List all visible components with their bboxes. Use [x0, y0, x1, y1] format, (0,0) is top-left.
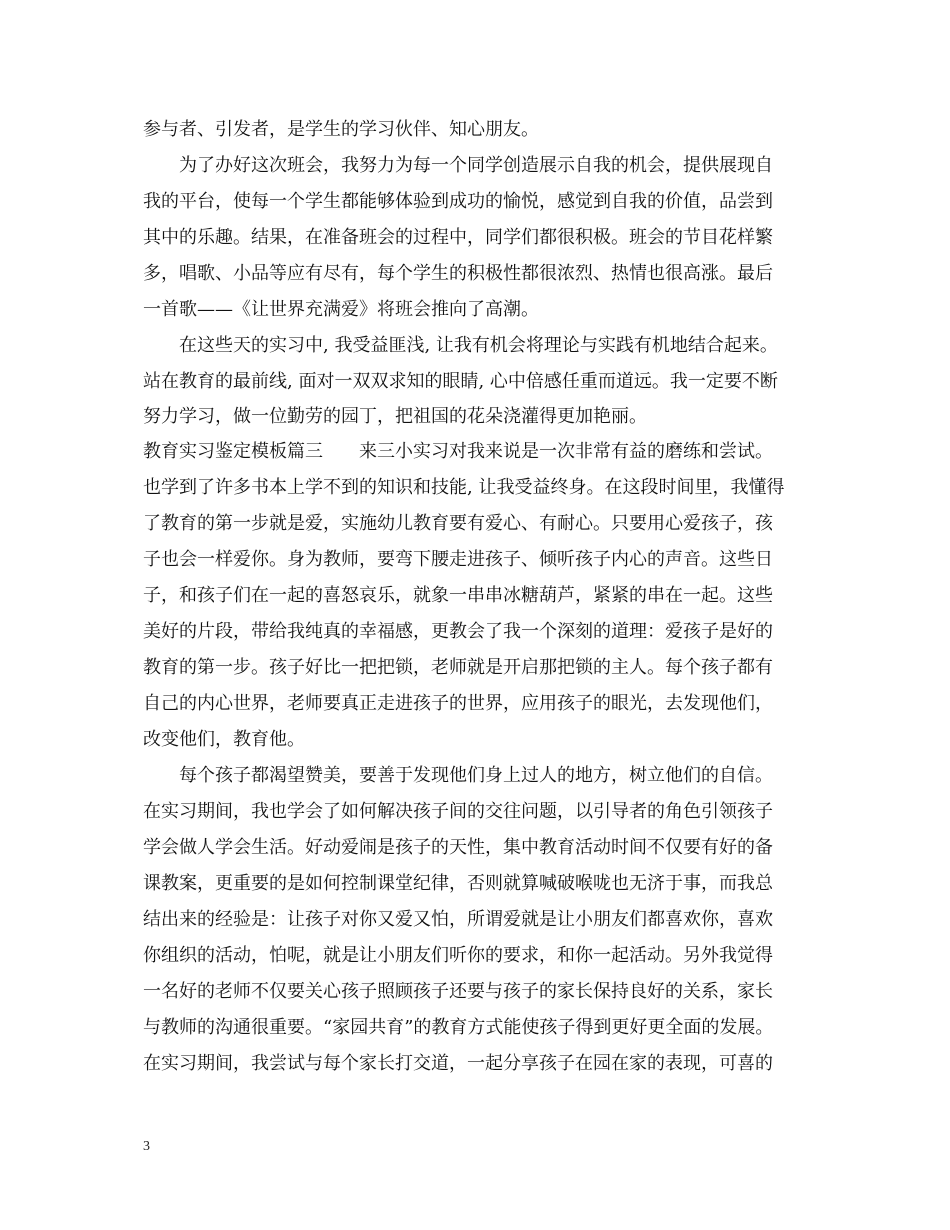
text-line: 多，唱歌、小品等应有尽有，每个学生的积极性都很浓烈、热情也很高涨。最后 — [143, 263, 773, 284]
text-line: 一名好的老师不仅要关心孩子照顾孩子还要与孩子的家长保持良好的关系，家长 — [143, 981, 773, 1002]
text-line: 课教案，更重要的是如何控制课堂纪律，否则就算喊破喉咙也无济于事，而我总 — [143, 873, 773, 894]
page-number: 3 — [143, 1139, 150, 1154]
text-line: 也学到了许多书本上学不到的知识和技能, 让我受益终身。在这段时间里，我懂得 — [143, 477, 785, 498]
text-line: 改变他们，教育他。 — [143, 729, 305, 750]
text-line: 努力学习，做一位勤劳的园丁，把祖国的花朵浇灌得更加艳丽。 — [143, 406, 647, 427]
text-line: 为了办好这次班会，我努力为每一个同学创造展示自我的机会，提供展现自 — [143, 155, 773, 176]
text-line: 其中的乐趣。结果，在准备班会的过程中，同学们都很积极。班会的节目花样繁 — [143, 227, 773, 248]
text-line: 参与者、引发者，是学生的学习伙伴、知心朋友。 — [143, 119, 539, 140]
text-line: 在实习期间，我尝试与每个家长打交道，一起分享孩子在园在家的表现，可喜的 — [143, 1053, 773, 1074]
text-line: 了教育的第一步就是爱，实施幼儿教育要有爱心、有耐心。只要用心爱孩子，孩 — [143, 513, 773, 534]
text-line: 你组织的活动，怕呢，就是让小朋友们听你的要求，和你一起活动。另外我觉得 — [143, 945, 773, 966]
text-line: 自己的内心世界，老师要真正走进孩子的世界，应用孩子的眼光，去发现他们， — [143, 693, 773, 714]
text-line: 学会做人学会生活。好动爱闹是孩子的天性，集中教育活动时间不仅要有好的备 — [143, 837, 773, 858]
text-line: 在实习期间，我也学会了如何解决孩子间的交往问题，以引导者的角色引领孩子 — [143, 801, 773, 822]
text-line: 结出来的经验是：让孩子对你又爱又怕，所谓爱就是让小朋友们都喜欢你，喜欢 — [143, 909, 773, 930]
text-line: 我的平台，使每一个学生都能够体验到成功的愉悦，感觉到自我的价值，品尝到 — [143, 191, 773, 212]
text-line: 站在教育的最前线, 面对一双双求知的眼睛, 心中倍感任重而道远。我一定要不断 — [143, 371, 778, 392]
text-line: 教育的第一步。孩子好比一把把锁，老师就是开启那把锁的主人。每个孩子都有 — [143, 657, 773, 678]
text-line: 子也会一样爱你。身为教师，要弯下腰走进孩子、倾听孩子内心的声音。这些日 — [143, 549, 773, 570]
text-line: 一首歌——《让世界充满爱》将班会推向了高潮。 — [143, 299, 539, 320]
text-line: 子，和孩子们在一起的喜怒哀乐，就象一串串冰糖葫芦，紧紧的串在一起。这些 — [143, 585, 773, 606]
text-line: 每个孩子都渴望赞美，要善于发现他们身上过人的地方，树立他们的自信。 — [143, 765, 773, 786]
section-heading-line: 教育实习鉴定模板篇三 来三小实习对我来说是一次非常有益的磨练和尝试。 — [143, 441, 773, 462]
text-line: 在这些天的实习中, 我受益匪浅, 让我有机会将理论与实践有机地结合起来。 — [143, 335, 778, 356]
text-line: 与教师的沟通很重要。“家园共育”的教育方式能使孩子得到更好更全面的发展。 — [143, 1017, 774, 1038]
text-line: 美好的片段，带给我纯真的幸福感，更教会了我一个深刻的道理：爱孩子是好的 — [143, 621, 773, 642]
